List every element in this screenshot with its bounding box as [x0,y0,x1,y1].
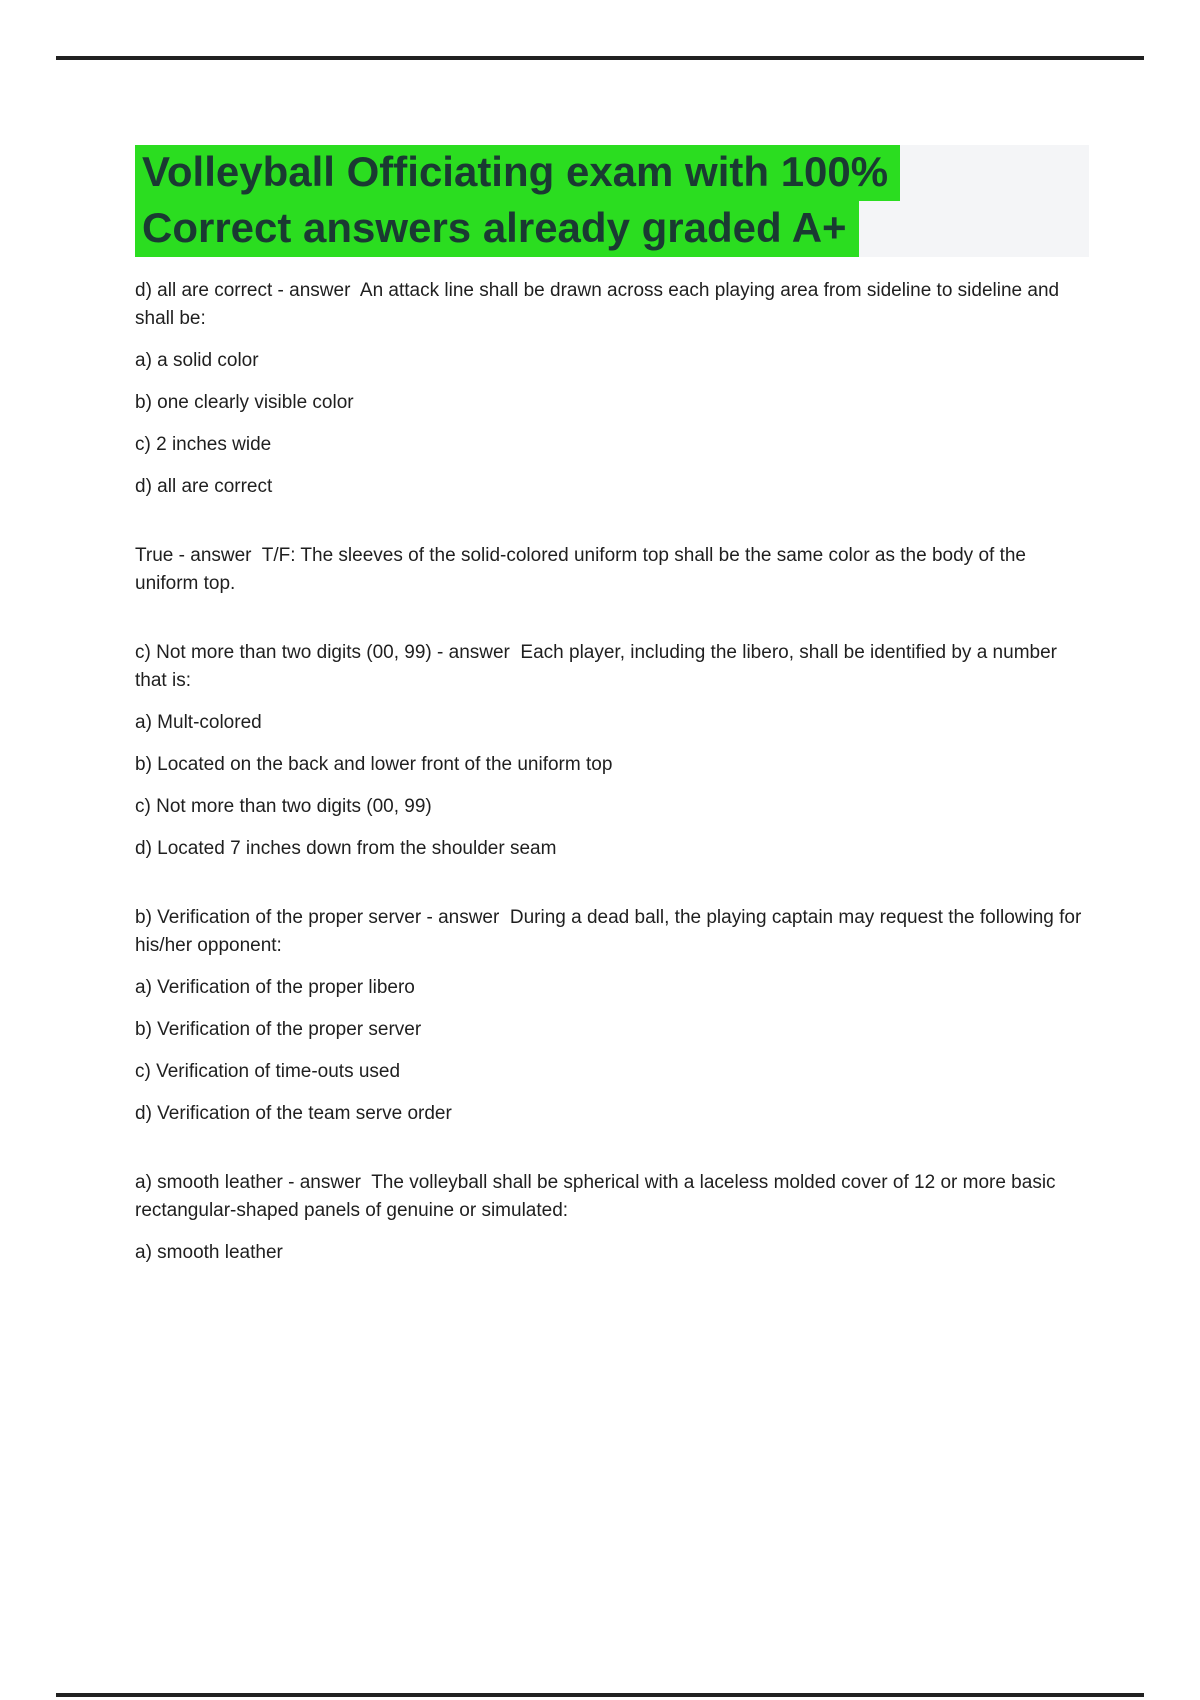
qa-answer-line: a) smooth leather - answer The volleyball shall be spherical with a laceless molded cover of 12 or more basic rectangular-shaped panels of genuine or simulated: [135,1172,1061,1221]
qa-option-c: c) Verification of time-outs used [135,1061,401,1082]
qa-block-1 [135,277,1085,501]
qa-option-b: b) Verification of the proper server [135,1019,422,1040]
qa-answer-line: c) Not more than two digits (00, 99) - answer Each player, including the libero, shall be identified by a number that is: [135,642,1063,691]
qa-answer-line: True - answer T/F: The sleeves of the solid-colored uniform top shall be the same color as the body of the uniform top. [135,545,1032,594]
qa-answer-line: d) all are correct - answer An attack line shall be drawn across each playing area from sideline to sideline and shall be: [135,280,1065,329]
page-title [135,145,1089,257]
qa-option-a: a) smooth leather [135,1242,283,1263]
qa-option-a: a) Verification of the proper libero [135,977,415,998]
document-body [135,277,1085,1308]
bottom-divider [56,1693,1144,1697]
qa-option-d: d) Verification of the team serve order [135,1103,452,1124]
title-block [135,145,1089,257]
qa-option-a: a) a solid color [135,350,259,371]
qa-option-d: d) all are correct [135,476,273,497]
page-title-line-1: Volleyball Officiating exam with 100% [135,145,900,201]
qa-block-4 [135,904,1085,1128]
page-title-line-2: Correct answers already graded A+ [135,201,859,257]
qa-block-3 [135,639,1085,863]
qa-option-b: b) one clearly visible color [135,392,354,413]
qa-option-b: b) Located on the back and lower front of the uniform top [135,754,613,775]
qa-option-c: c) 2 inches wide [135,434,272,455]
qa-block-5 [135,1169,1085,1267]
qa-option-d: d) Located 7 inches down from the shoulder seam [135,838,557,859]
qa-option-c: c) Not more than two digits (00, 99) [135,796,432,817]
top-divider [56,56,1144,60]
qa-answer-line: b) Verification of the proper server - answer During a dead ball, the playing captain may request the following for his/her opponent: [135,907,1087,956]
qa-option-a: a) Mult-colored [135,712,262,733]
qa-block-2 [135,542,1085,598]
